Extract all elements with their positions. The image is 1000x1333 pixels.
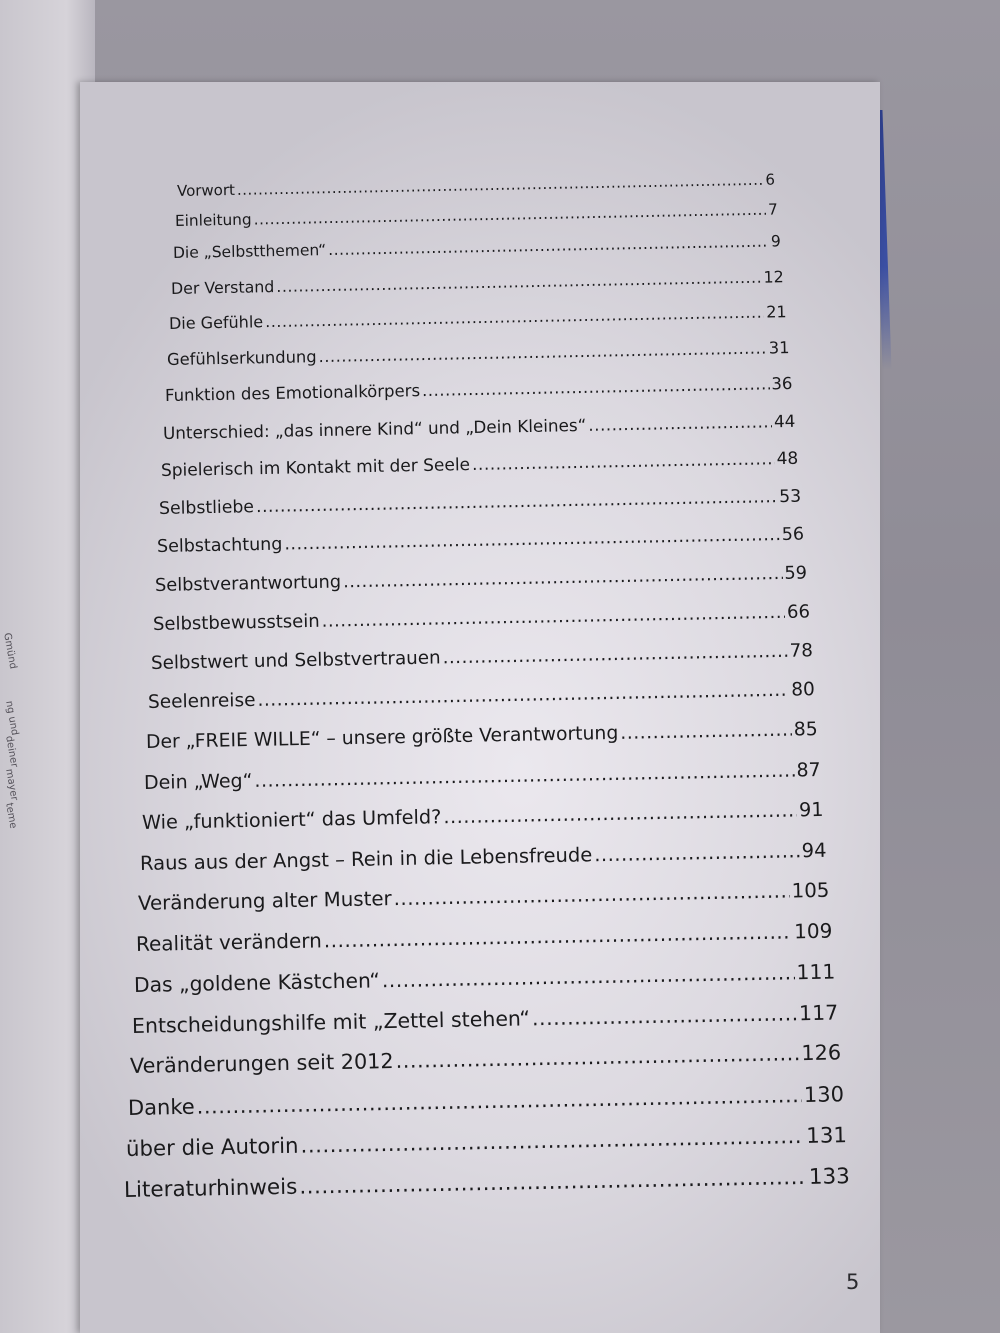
toc-leader-dots bbox=[394, 879, 790, 910]
toc-entry bbox=[134, 959, 836, 996]
toc-entry-title: Vorwort bbox=[176, 180, 236, 200]
toc-leader-dots bbox=[588, 412, 772, 436]
toc-entry-title: Selbstliebe bbox=[158, 496, 254, 519]
toc-leader-dots bbox=[284, 525, 780, 555]
toc-entry-title: Das „goldene Kästchen“ bbox=[133, 968, 381, 997]
toc-entry-page: 21 bbox=[765, 302, 787, 322]
toc-leader-dots bbox=[328, 233, 769, 259]
toc-entry-page: 59 bbox=[783, 562, 807, 585]
toc-leader-dots bbox=[472, 449, 775, 475]
toc-entry-page: 66 bbox=[786, 601, 810, 623]
toc-entry bbox=[124, 1164, 850, 1203]
toc-entry-page: 105 bbox=[791, 878, 830, 903]
toc-entry-title: Einleitung bbox=[174, 210, 252, 230]
toc-entry bbox=[144, 759, 821, 794]
toc-entry-title: Selbstbewusstsein bbox=[152, 610, 320, 636]
toc-leader-dots bbox=[382, 960, 795, 992]
toc-entry-page: 31 bbox=[768, 337, 790, 358]
toc-entry bbox=[148, 680, 815, 714]
toc-entry-page: 36 bbox=[771, 374, 793, 394]
toc-entry bbox=[152, 601, 809, 635]
toc-entry bbox=[146, 719, 818, 753]
toc-entry-title: Dein „Weg“ bbox=[144, 769, 254, 794]
toc-entry bbox=[126, 1123, 847, 1162]
toc-entry-page: 117 bbox=[798, 1000, 839, 1025]
toc-leader-dots bbox=[197, 1083, 803, 1119]
toc-entry-page: 131 bbox=[806, 1122, 848, 1149]
toc-entry bbox=[138, 879, 830, 915]
toc-entry bbox=[150, 640, 812, 674]
toc-entry-page: 91 bbox=[799, 798, 825, 822]
toc-leader-dots bbox=[532, 1001, 797, 1030]
toc-entry-page: 6 bbox=[765, 170, 776, 189]
toc-leader-dots bbox=[318, 338, 767, 366]
toc-entry bbox=[140, 838, 827, 874]
toc-entry-page: 53 bbox=[778, 486, 802, 507]
toc-entry bbox=[132, 1000, 839, 1038]
toc-entry-page: 9 bbox=[770, 232, 781, 251]
toc-entry-title: Spielerisch im Kontakt mit der Seele bbox=[160, 454, 470, 481]
toc-entry-page: 87 bbox=[796, 758, 822, 782]
toc-leader-dots bbox=[276, 267, 762, 295]
toc-entry bbox=[130, 1041, 842, 1079]
toc-entry-page: 85 bbox=[794, 718, 819, 741]
toc-leader-dots bbox=[255, 487, 777, 517]
toc-entry-page: 7 bbox=[767, 199, 778, 219]
toc-entry bbox=[169, 302, 787, 333]
toc-entry-page: 109 bbox=[794, 918, 833, 944]
toc-entry-page: 44 bbox=[773, 411, 796, 432]
toc-leader-dots bbox=[258, 680, 790, 711]
toc-entry-page: 48 bbox=[776, 448, 799, 470]
left-page-fragment: deiner bbox=[3, 735, 20, 769]
toc-entry bbox=[177, 171, 775, 200]
toc-entry bbox=[163, 411, 796, 443]
page-number: 5 bbox=[846, 1270, 860, 1294]
toc-entry-title: Entscheidungshilfe mit „Zettel stehen“ bbox=[131, 1005, 531, 1038]
toc-entry-title: Der Verstand bbox=[170, 276, 275, 298]
toc-entry bbox=[175, 200, 778, 230]
toc-entry bbox=[160, 449, 798, 481]
toc-entry bbox=[173, 233, 781, 263]
toc-entry-page: 126 bbox=[801, 1040, 842, 1066]
toc-leader-dots bbox=[396, 1042, 800, 1074]
toc-entry-title: Veränderung alter Muster bbox=[138, 886, 393, 915]
toc-entry-title: Funktion des Emotionalkörpers bbox=[164, 381, 421, 406]
toc-leader-dots bbox=[299, 1165, 807, 1200]
toc-entry-page: 56 bbox=[781, 524, 804, 545]
toc-entry-page: 133 bbox=[808, 1164, 851, 1190]
toc-leader-dots bbox=[442, 641, 787, 669]
toc-leader-dots bbox=[324, 920, 793, 953]
toc-leader-dots bbox=[620, 719, 792, 743]
toc-leader-dots bbox=[237, 171, 764, 199]
toc-entry-title: Gefühlserkundung bbox=[166, 346, 317, 369]
toc-leader-dots bbox=[422, 375, 770, 401]
toc-entry bbox=[165, 374, 793, 405]
toc-entry-title: Danke bbox=[127, 1094, 195, 1120]
toc-entry-title: Selbstverantwortung bbox=[154, 571, 341, 597]
toc-leader-dots bbox=[253, 200, 766, 228]
toc-leader-dots bbox=[300, 1124, 804, 1159]
toc-leader-dots bbox=[321, 602, 785, 632]
toc-leader-dots bbox=[594, 839, 800, 866]
toc-entry-title: Literaturhinweis bbox=[123, 1174, 298, 1203]
toc-entry bbox=[128, 1082, 844, 1120]
left-page-fragment: mayer bbox=[3, 768, 20, 802]
toc-leader-dots bbox=[443, 799, 797, 829]
toc-entry-title: Veränderungen seit 2012 bbox=[129, 1049, 394, 1079]
left-page-fragment: ng und bbox=[3, 700, 21, 737]
toc-entry bbox=[167, 338, 790, 369]
toc-entry-title: Die Gefühle bbox=[168, 312, 264, 333]
toc-entry-title: Seelenreise bbox=[148, 690, 257, 714]
toc-entry-title: Realität verändern bbox=[135, 928, 323, 957]
toc-entry-title: Die „Selbstthemen“ bbox=[172, 241, 327, 263]
toc-entry bbox=[136, 919, 833, 956]
toc-entry-page: 80 bbox=[791, 679, 816, 702]
toc-entry-title: über die Autorin bbox=[125, 1133, 299, 1162]
toc-entry bbox=[158, 486, 801, 518]
toc-entry-page: 94 bbox=[801, 838, 828, 862]
toc-leader-dots bbox=[265, 302, 764, 331]
toc-entry bbox=[156, 524, 803, 556]
toc-entry-title: Selbstachtung bbox=[156, 534, 283, 557]
toc-leader-dots bbox=[255, 759, 795, 791]
toc-entry-page: 111 bbox=[796, 959, 836, 985]
toc-entry-title: Wie „funktioniert“ das Umfeld? bbox=[142, 805, 442, 835]
toc-entry bbox=[154, 563, 806, 597]
left-page-fragment: teme bbox=[3, 802, 19, 830]
toc-entry bbox=[142, 798, 824, 834]
toc-entry-page: 78 bbox=[788, 640, 813, 662]
toc-entry-title: Raus aus der Angst – Rein in die Lebensfreude bbox=[140, 842, 593, 875]
toc-entry-page: 12 bbox=[763, 266, 784, 287]
toc-entry bbox=[171, 267, 784, 298]
toc-entry-title: Unterschied: „das innere Kind“ und „Dein Kleines“ bbox=[162, 415, 587, 444]
toc-entry-title: Der „FREIE WILLE“ – unsere größte Verantwortung bbox=[146, 722, 619, 753]
toc-entry-title: Selbstwert und Selbstvertrauen bbox=[150, 647, 441, 675]
toc-entry-page: 130 bbox=[803, 1081, 845, 1107]
toc-leader-dots bbox=[342, 563, 782, 592]
left-page-fragment: Gmünd bbox=[1, 632, 19, 670]
